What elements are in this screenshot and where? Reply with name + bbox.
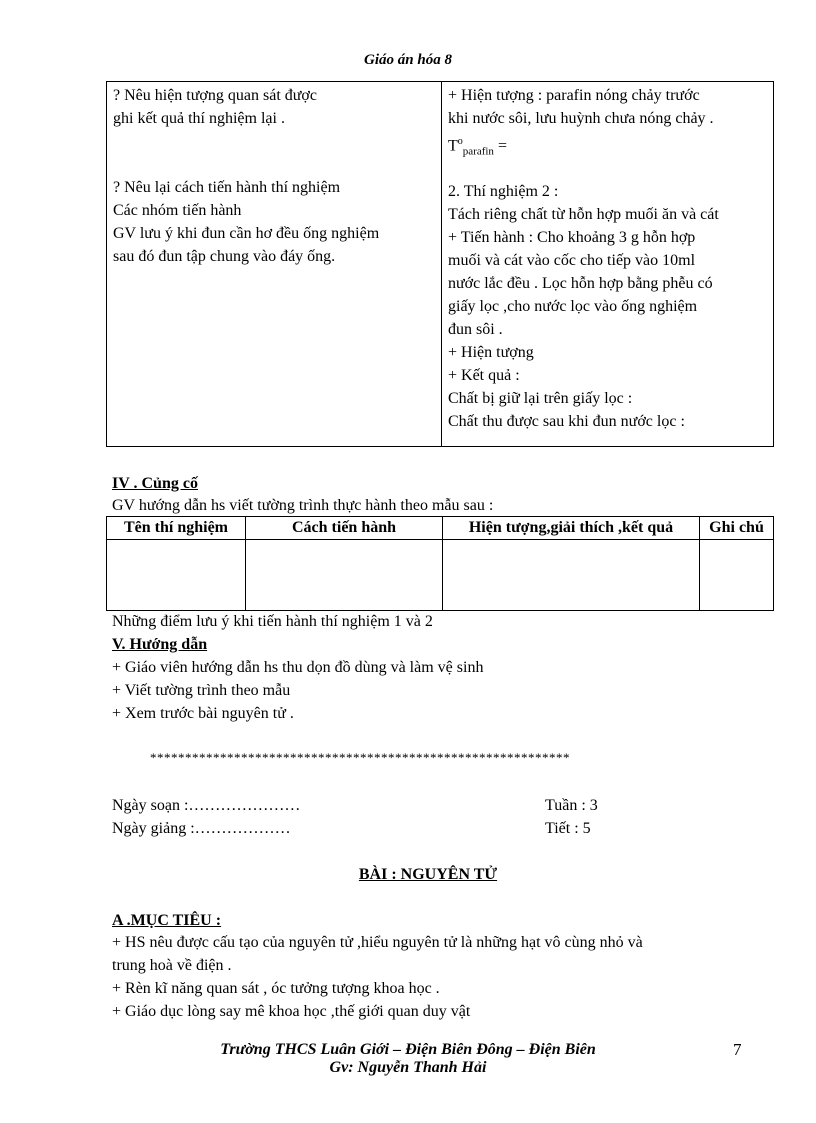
procedure-line-3: nước lắc đều . Lọc hỗn hợp bằng phễu có xyxy=(448,274,713,292)
section-iv-intro: GV hướng dẫn hs viết tường trình thực hành theo mẫu sau : xyxy=(112,497,494,514)
col-notes: Ghi chú xyxy=(700,517,774,540)
section-iv-title: IV . Củng cố xyxy=(112,475,198,492)
date-taught: Ngày giảng :……………… xyxy=(112,820,291,837)
procedure-line-2: muối và cát vào cốc cho tiếp vào 10ml xyxy=(448,251,696,269)
report-template-table xyxy=(106,516,774,611)
page-header: Giáo án hóa 8 xyxy=(364,52,452,68)
notes-line: Những điểm lưu ý khi tiến hành thí nghiệm 1 và 2 xyxy=(112,613,433,630)
phenomenon-item: + Hiện tượng xyxy=(448,343,534,361)
guide-item-2: + Viết tường trình theo mẫu xyxy=(112,682,291,699)
question-observe: ? Nêu hiện tượng quan sát được xyxy=(113,87,317,104)
lesson-activity-table xyxy=(106,81,774,447)
col-observation: Hiện tượng,giải thích ,kết quả xyxy=(443,517,700,540)
procedure-line-5: đun sôi . xyxy=(448,320,503,338)
period-label: Tiết : 5 xyxy=(545,820,591,837)
objective-2: + Rèn kĩ năng quan sát , óc tưởng tượng khoa học . xyxy=(112,980,440,997)
table-row xyxy=(107,540,774,611)
experiment-2-title: 2. Thí nghiệm 2 : xyxy=(448,182,559,200)
week-label: Tuần : 3 xyxy=(545,797,598,814)
teacher-note-1: GV lưu ý khi đun cần hơ đều ống nghiệm xyxy=(113,225,380,242)
guide-item-3: + Xem trước bài nguyên tử . xyxy=(112,705,294,722)
teacher-activity-cell xyxy=(107,82,442,447)
section-a-title: A .MỤC TIÊU : xyxy=(112,912,222,929)
experiment-2-goal: Tách riêng chất từ hỗn hợp muối ăn và cát xyxy=(448,205,719,223)
teacher-note-2: sau đó đun tập chung vào đáy ống. xyxy=(113,248,336,265)
result-line-2: Chất thu được sau khi đun nước lọc : xyxy=(448,412,685,430)
question-record: ghi kết quả thí nghiệm lại . xyxy=(113,110,285,127)
question-procedure: ? Nêu lại cách tiến hành thí nghiệm xyxy=(113,179,341,196)
footer-school: Trường THCS Luân Giới – Điện Biên Đông – Điện Biên xyxy=(220,1041,596,1058)
objective-3: + Giáo dục lòng say mê khoa học ,thế giới quan duy vật xyxy=(112,1003,471,1020)
col-procedure: Cách tiến hành xyxy=(246,517,443,540)
result-item: + Kết quả : xyxy=(448,366,520,384)
objective-1: + HS nêu được cấu tạo của nguyên tử ,hiểu nguyên tử là những hạt vô cùng nhỏ và xyxy=(112,934,643,951)
group-instruction: Các nhóm tiến hành xyxy=(113,202,242,219)
guide-item-1: + Giáo viên hướng dẫn hs thu dọn đồ dùng và làm vệ sinh xyxy=(112,659,484,676)
date-prepared: Ngày soạn :………………… xyxy=(112,797,301,814)
phenomenon-line-2: khi nước sôi, lưu huỳnh chưa nóng chảy . xyxy=(448,110,714,127)
section-v-title: V. Hướng dẫn xyxy=(112,636,208,653)
lesson-title: BÀI : NGUYÊN TỬ xyxy=(358,866,498,883)
footer-author: Gv: Nguyễn Thanh Hải xyxy=(329,1059,487,1076)
procedure-line-4: giấy lọc ,cho nước lọc vào ống nghiệm xyxy=(448,297,698,315)
separator: ************************************************************ xyxy=(150,750,570,765)
objective-1-cont: trung hoà về điện . xyxy=(112,957,232,974)
page-number: 7 xyxy=(733,1040,742,1059)
col-experiment-name: Tên thí nghiệm xyxy=(107,517,246,540)
phenomenon-line-1: + Hiện tượng : parafin nóng chảy trước xyxy=(448,87,700,104)
paraffin-temperature: $T^o_{parafin}$ = xyxy=(448,136,507,158)
student-activity-cell xyxy=(442,82,774,447)
result-line-1: Chất bị giữ lại trên giấy lọc : xyxy=(448,389,633,407)
procedure-line-1: + Tiến hành : Cho khoảng 3 g hỗn hợp xyxy=(448,228,696,246)
